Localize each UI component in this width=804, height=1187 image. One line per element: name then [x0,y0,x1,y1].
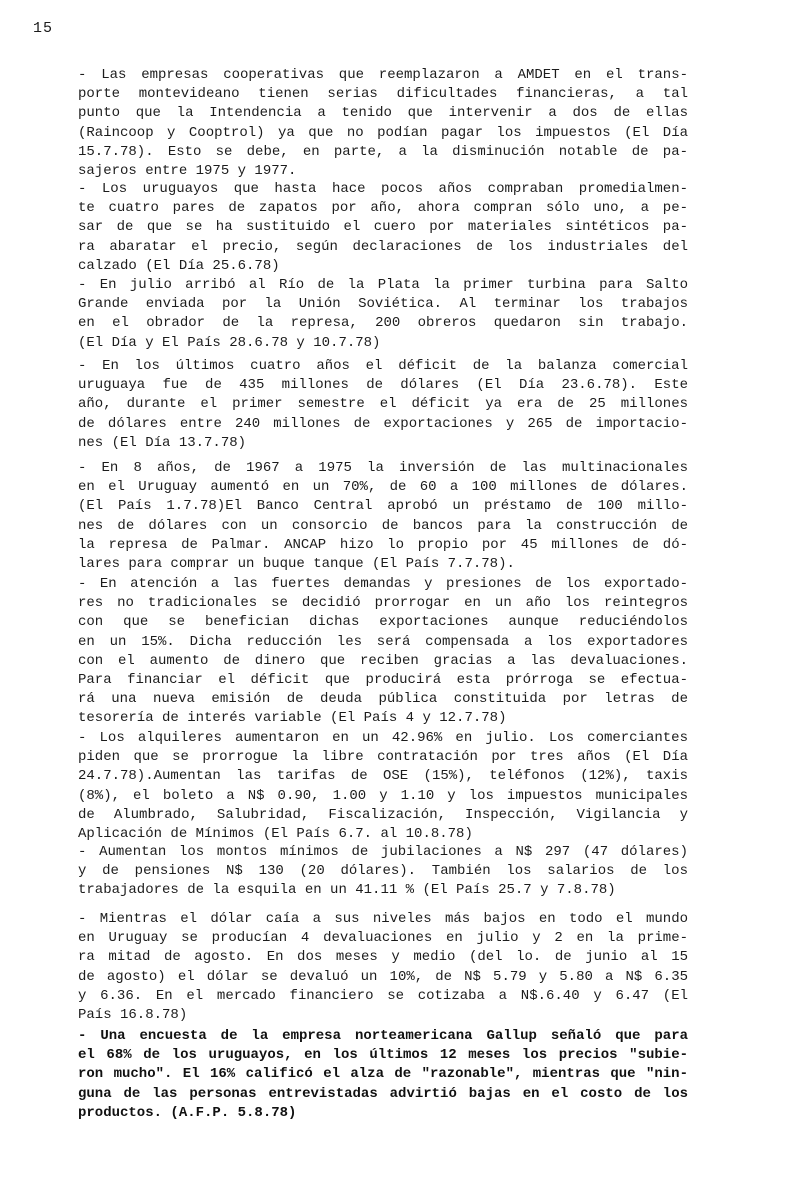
text-line: Para financiar el déficit que producirá esta prórroga se efectua- [78,672,688,689]
text-line: de Alumbrado, Salubridad, Fiscalización, Inspección, Vigilancia y [78,806,688,823]
text-line: 15.7.78). Esto se debe, en parte, a la disminución notable de pa- [78,143,688,160]
news-item-pensions [78,843,688,901]
text-line: (El Día y El País 28.6.78 y 10.7.78) [78,334,381,351]
text-line: ron mucho". El 16% calificó el alza de "razonable", mientras que "nin- [78,1066,688,1083]
text-line: ra abaratar el precio, según declaraciones de los industriales del [78,238,688,255]
text-line: res no tradicionales se decidió prorrogar en un año los reintegros [78,595,688,612]
text-line: - Las empresas cooperativas que reemplazaron a AMDET en el trans- [78,67,688,83]
text-line: - En atención a las fuertes demandas y presiones de los exportado- [78,576,688,592]
news-item-gallup-survey [78,1027,688,1123]
news-item-multinationals [78,459,688,574]
news-item-devaluations [78,910,688,1025]
text-line: rá una nueva emisión de deuda pública constituida por letras de [78,691,688,708]
text-line: (8%), el boleto a N$ 0.90, 1.00 y 1.10 y los impuestos municipales [78,787,688,804]
text-line: ra mitad de agosto. En dos meses y medio (del lo. de junio al 15 [78,949,688,966]
text-line: Grande enviada por la Unión Soviética. Al terminar los trabajos [78,296,688,313]
text-line: en el Uruguay aumentó en un 70%, de 60 a 100 millones de dólares. [78,479,688,496]
page-number: 15 [33,20,54,37]
text-line: en Uruguay se producían 4 devaluaciones en julio y 2 en la prime- [78,930,688,947]
news-item-transport [78,66,688,181]
text-line: - En 8 años, de 1967 a 1975 la inversión de las multinacionales [78,460,688,476]
text-line: - Los alquileres aumentaron en un 42.96% en julio. Los comerciantes [78,730,688,746]
text-line: (Raincoop y Cooptrol) ya que no podían pagar los impuestos (El Día [78,124,688,141]
news-item-salto-grande [78,276,688,353]
text-line: con que se benefician dichas exportaciones aunque reduciéndolos [78,614,688,631]
text-line: lares para comprar un buque tanque (El País 7.7.78). [78,556,515,573]
text-line: con el aumento de dinero que reciben gracias a las devaluaciones. [78,652,688,669]
text-line: la represa de Palmar. ANCAP hizo lo propio por 45 millones de dó- [78,536,688,553]
text-line: en un 15%. Dicha reducción les será compensada a los exportadores [78,633,688,650]
text-line: Aplicación de Mínimos (El País 6.7. al 10.8.78) [78,826,473,843]
text-line: sajeros entre 1975 y 1977. [78,163,297,180]
text-line: - En julio arribó al Río de la Plata la primer turbina para Salto [78,277,688,293]
text-line: guna de las personas entrevistadas advirtió bajas en el costo de los [78,1085,688,1102]
text-line: tesorería de interés variable (El País 4 y 12.7.78) [78,710,507,727]
text-line: (El País 1.7.78)El Banco Central aprobó un préstamo de 100 millo- [78,498,688,515]
text-line: País 16.8.78) [78,1007,188,1024]
text-line: 24.7.78).Aumentan las tarifas de OSE (15%), teléfonos (12%), taxis [78,768,688,785]
text-line: te cuatro pares de zapatos por año, ahora compran sólo uno, a pe- [78,200,688,217]
text-line: uruguaya fue de 435 millones de dólares (El Día 23.6.78). Este [78,377,688,394]
text-line: calzado (El Día 25.6.78) [78,257,280,274]
text-line: punto que la Intendencia a tenido que intervenir a dos de ellas [78,105,688,122]
text-line: el 68% de los uruguayos, en los últimos 12 meses los precios "subie- [78,1047,688,1064]
text-line: de dólares entre 240 millones de exportaciones y 265 de importacio- [78,415,688,432]
text-line: en el obrador de la represa, 200 obreros quedaron sin trabajo. [78,315,688,332]
text-line: - En los últimos cuatro años el déficit de la balanza comercial [78,358,688,374]
text-line: nes (El Día 13.7.78) [78,434,247,451]
text-line: - Una encuesta de la empresa norteamericana Gallup señaló que para [78,1028,688,1044]
text-line: productos. (A.F.P. 5.8.78) [78,1104,297,1121]
news-item-footwear [78,180,688,276]
text-line: sar de que se ha sustituido el cuero por materiales sintéticos pa- [78,219,688,236]
text-line: porte montevideano tienen serias dificultades financieras, a tal [78,86,688,103]
text-line: - Aumentan los montos mínimos de jubilaciones a N$ 297 (47 dólares) [78,844,688,860]
text-line: año, durante el primer semestre el déficit ya era de 25 millones [78,396,688,413]
text-line: de agosto) el dólar se devaluó un 10%, de N$ 5.79 y 5.80 a N$ 6.35 [78,968,688,985]
text-line: trabajadores de la esquila en un 41.11 % (El País 25.7 y 7.8.78) [78,882,616,899]
text-line: y 6.36. En el mercado financiero se cotizaba a N$.6.40 y 6.47 (El [78,987,688,1004]
text-line: y de pensiones N$ 130 (20 dólares). También los salarios de los [78,863,688,880]
text-line: - Mientras el dólar caía a sus niveles más bajos en todo el mundo [78,911,688,927]
text-line: nes de dólares con un consorcio de bancos para la construcción de [78,517,688,534]
news-item-trade-deficit [78,357,688,453]
text-line: - Los uruguayos que hasta hace pocos años compraban promedialmen- [78,181,688,197]
text-line: piden que se prorrogue la libre contratación por tres años (El Día [78,749,688,766]
news-item-rents-tariffs [78,729,688,844]
news-item-exports [78,575,688,729]
